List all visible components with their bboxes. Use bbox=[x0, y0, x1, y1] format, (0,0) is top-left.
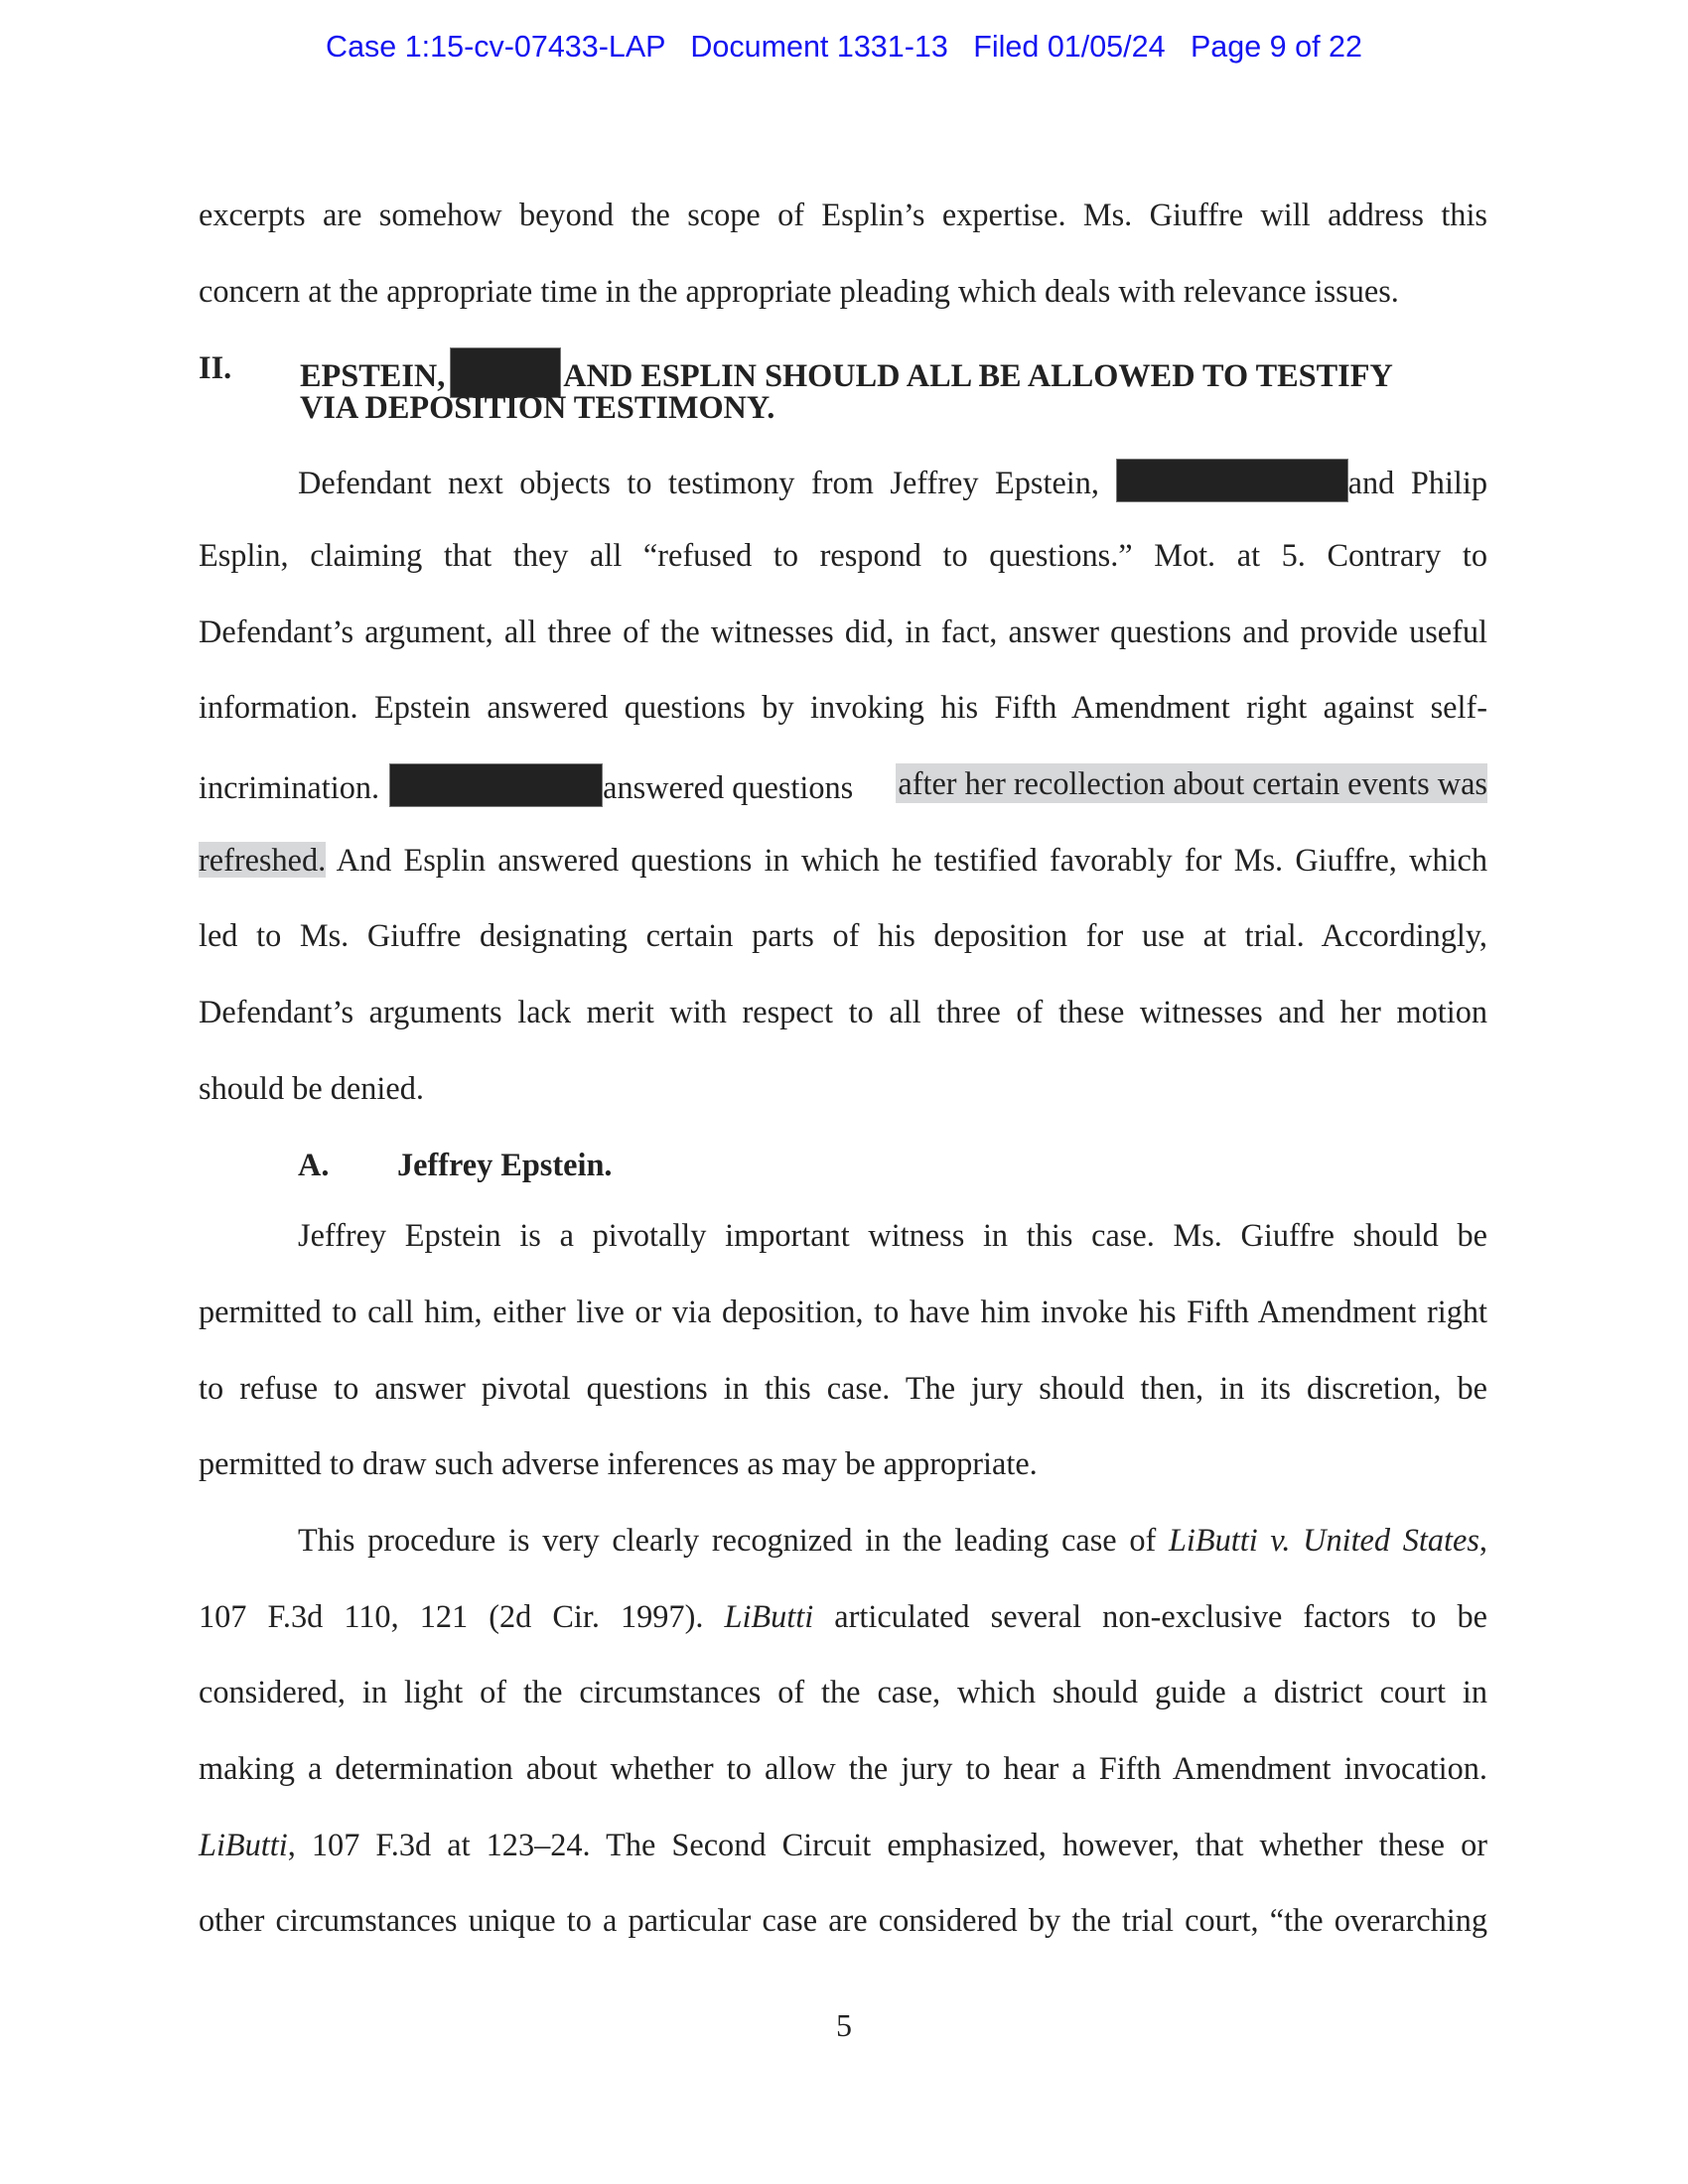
text-run: And Esplin answered questions in which he testified favorably for Ms. Giuffre, which bbox=[336, 842, 1487, 878]
case-number: Case 1:15-cv-07433-LAP bbox=[326, 30, 665, 64]
body-line: excerpts are somehow beyond the scope of Esplin’s expertise. Ms. Giuffre will address this bbox=[199, 197, 1487, 232]
body-line: Defendant’s argument, all three of the witnesses did, in fact, answer questions and provide useful bbox=[199, 614, 1487, 649]
body-line bbox=[199, 763, 1487, 807]
redaction-box bbox=[1116, 459, 1348, 502]
text-run: answered questions bbox=[603, 769, 854, 805]
text-run: incrimination. bbox=[199, 769, 380, 805]
body-line: permitted to draw such adverse inferences as may be appropriate. bbox=[199, 1445, 1038, 1481]
body-line: other circumstances unique to a particular case are considered by the trial court, “the overarching bbox=[199, 1902, 1487, 1938]
case-citation: LiButti bbox=[199, 1827, 288, 1862]
body-line: information. Epstein answered questions by invoking his Fifth Amendment right against self- bbox=[199, 689, 1487, 725]
page-count: Page 9 of 22 bbox=[1190, 30, 1362, 64]
text-run: Defendant next objects to testimony from Jeffrey Epstein, bbox=[298, 465, 1100, 500]
body-line bbox=[298, 459, 1487, 502]
case-citation: LiButti bbox=[724, 1598, 814, 1634]
section-number: A. bbox=[298, 1147, 330, 1182]
highlighted-text: refreshed. bbox=[199, 842, 327, 878]
document-number: Document 1331-13 bbox=[690, 30, 948, 64]
body-line: led to Ms. Giuffre designating certain parts of his deposition for use at trial. Accordingly, bbox=[199, 917, 1487, 953]
filed-date: Filed 01/05/24 bbox=[973, 30, 1166, 64]
redaction-box bbox=[389, 763, 603, 807]
text-run: articulated several non-exclusive factors to be bbox=[834, 1598, 1488, 1634]
text-run: , bbox=[1478, 1522, 1487, 1558]
heading-text: EPSTEIN, bbox=[300, 357, 446, 393]
body-line bbox=[199, 840, 1487, 880]
body-line: Jeffrey Epstein is a pivotally important witness in this case. Ms. Giuffre should be bbox=[298, 1217, 1487, 1253]
text-run: This procedure is very clearly recognized in the leading case of bbox=[298, 1522, 1157, 1558]
body-line: concern at the appropriate time in the appropriate pleading which deals with relevance issues. bbox=[199, 273, 1399, 309]
heading-text: AND ESPLIN SHOULD ALL BE ALLOWED TO TESTIFY bbox=[563, 357, 1393, 393]
body-line: should be denied. bbox=[199, 1070, 424, 1106]
section-title-line2: VIA DEPOSITION TESTIMONY. bbox=[300, 389, 775, 425]
highlighted-text: after her recollection about certain events was bbox=[898, 765, 1487, 801]
text-run: and Philip bbox=[1347, 465, 1488, 500]
body-line: Esplin, claiming that they all “refused to respond to questions.” Mot. at 5. Contrary to bbox=[199, 537, 1487, 573]
body-line: to refuse to answer pivotal questions in this case. The jury should then, in its discretion, be bbox=[199, 1370, 1487, 1406]
text-run: , 107 F.3d at 123–24. The Second Circuit emphasized, however, that whether these or bbox=[287, 1827, 1487, 1862]
body-line bbox=[298, 1520, 1487, 1560]
body-line: Defendant’s arguments lack merit with respect to all three of these witnesses and her motion bbox=[199, 994, 1487, 1029]
body-line bbox=[199, 1825, 1487, 1864]
body-line: making a determination about whether to allow the jury to hear a Fifth Amendment invocation. bbox=[199, 1750, 1487, 1786]
text-run: 107 F.3d 110, 121 (2d Cir. 1997). bbox=[199, 1598, 704, 1634]
body-line bbox=[199, 1596, 1487, 1636]
section-number: II. bbox=[199, 349, 232, 385]
page-number: 5 bbox=[836, 2007, 852, 2043]
case-citation: LiButti v. United States bbox=[1168, 1522, 1479, 1558]
body-line: permitted to call him, either live or via deposition, to have him invoke his Fifth Amendment right bbox=[199, 1294, 1487, 1329]
case-header bbox=[0, 30, 1688, 65]
body-line: considered, in light of the circumstances of the case, which should guide a district court in bbox=[199, 1674, 1487, 1709]
section-title: Jeffrey Epstein. bbox=[397, 1147, 613, 1182]
